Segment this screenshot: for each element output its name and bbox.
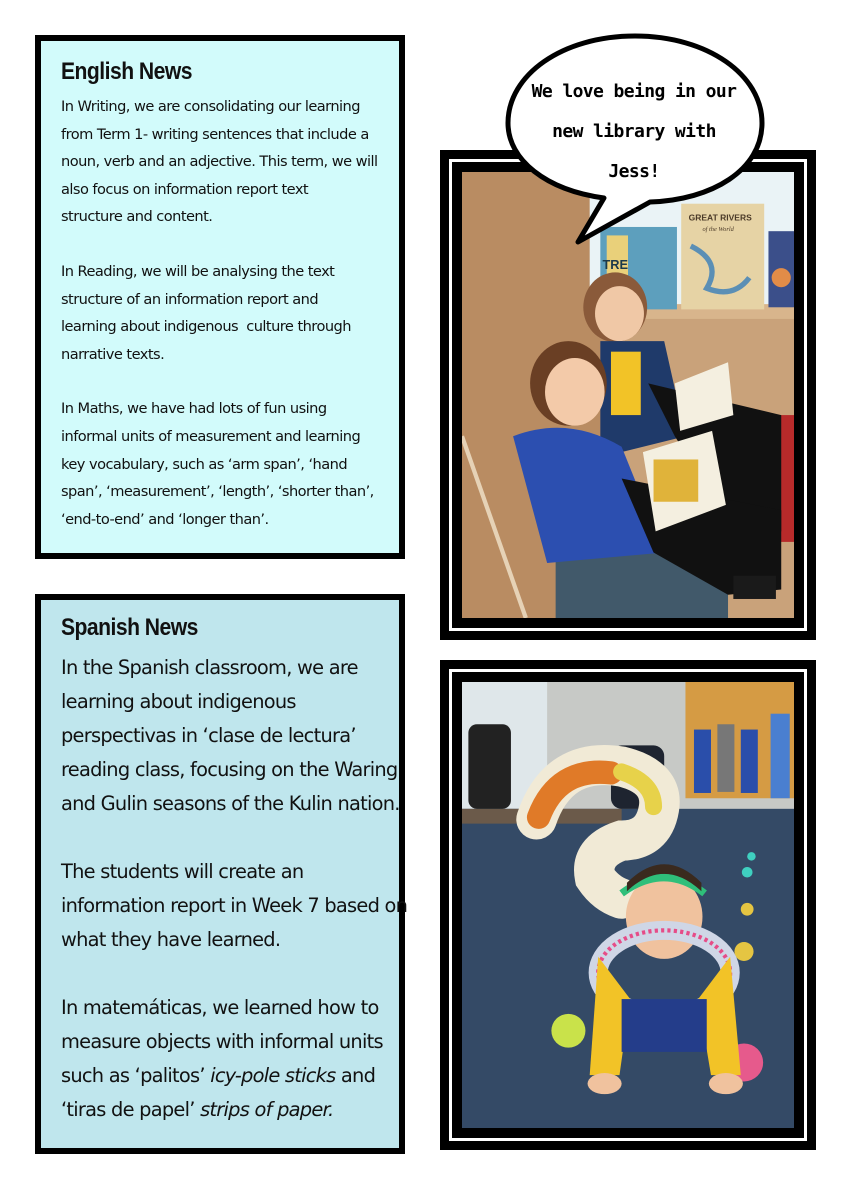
spanish-report-paragraph — [61, 855, 408, 957]
speech-bubble-text — [518, 72, 750, 192]
spanish-lectura-paragraph — [61, 651, 400, 821]
classroom-photo-frame — [440, 660, 816, 1150]
text-line: what they have learned. — [61, 928, 281, 951]
text-line: from Term 1- writing sentences that include a — [61, 125, 369, 143]
text-line: key vocabulary, such as ‘arm span’, ‘hand — [61, 455, 348, 473]
text-line: information report in Week 7 based on — [61, 894, 408, 917]
text-line: learning about indigenous culture through — [61, 318, 351, 336]
italic-translation: strips of paper. — [200, 1098, 334, 1121]
text-line: The students will create an — [61, 860, 304, 883]
text-segment: such as ‘palitos’ — [61, 1064, 211, 1087]
text-line — [61, 1064, 375, 1087]
text-line: span’, ‘measurement’, ‘length’, ‘shorter than’, — [61, 483, 374, 501]
text-line: reading class, focusing on the Waring — [61, 758, 398, 781]
text-line: noun, verb and an adjective. This term, we will — [61, 153, 378, 171]
book-title-text: GREAT RIVERS — [688, 212, 752, 223]
speech-bubble — [500, 30, 770, 250]
classroom-photo-illustration — [462, 682, 794, 1128]
text-segment: and — [335, 1064, 376, 1087]
italic-translation: icy-pole sticks — [210, 1064, 336, 1087]
text-line — [61, 1098, 333, 1121]
text-line: structure of an information report and — [61, 290, 319, 308]
text-line: learning about indigenous — [61, 690, 296, 713]
english-writing-paragraph — [61, 93, 383, 231]
book-title-text: TRE — [602, 257, 628, 273]
bubble-line: new library with — [552, 121, 716, 142]
classroom-photo — [462, 682, 794, 1128]
spanish-matematicas-paragraph — [61, 991, 385, 1127]
bubble-line: We love being in our — [531, 81, 737, 102]
text-line: informal units of measurement and learning — [61, 427, 361, 445]
text-line: perspectivas in ‘clase de lectura’ — [61, 724, 356, 747]
spanish-news-title: Spanish News — [61, 614, 198, 641]
bubble-line: Jess! — [608, 161, 660, 182]
text-line: also focus on information report text — [61, 180, 309, 198]
book-subtitle-text: of the World — [702, 226, 734, 234]
text-line: and Gulin seasons of the Kulin nation. — [61, 792, 400, 815]
text-line: In the Spanish classroom, we are — [61, 656, 358, 679]
text-line: structure and content. — [61, 208, 213, 226]
text-line: In Reading, we will be analysing the text — [61, 262, 335, 280]
text-segment: ‘tiras de papel’ — [61, 1098, 201, 1121]
text-line: ‘end-to-end’ and ‘longer than’. — [61, 510, 269, 528]
spanish-news-box — [35, 594, 408, 1154]
text-line: In matemáticas, we learned how to — [61, 996, 379, 1019]
text-line: narrative texts. — [61, 345, 165, 363]
text-line: In Writing, we are consolidating our learning — [61, 98, 360, 115]
text-line: measure objects with informal units — [61, 1030, 383, 1053]
english-news-title: English News — [61, 58, 192, 85]
english-maths-paragraph — [61, 395, 383, 533]
english-news-box — [35, 35, 405, 559]
frame-black-border — [452, 672, 804, 1138]
english-reading-paragraph — [61, 258, 383, 368]
text-line: In Maths, we have had lots of fun using — [61, 400, 327, 418]
